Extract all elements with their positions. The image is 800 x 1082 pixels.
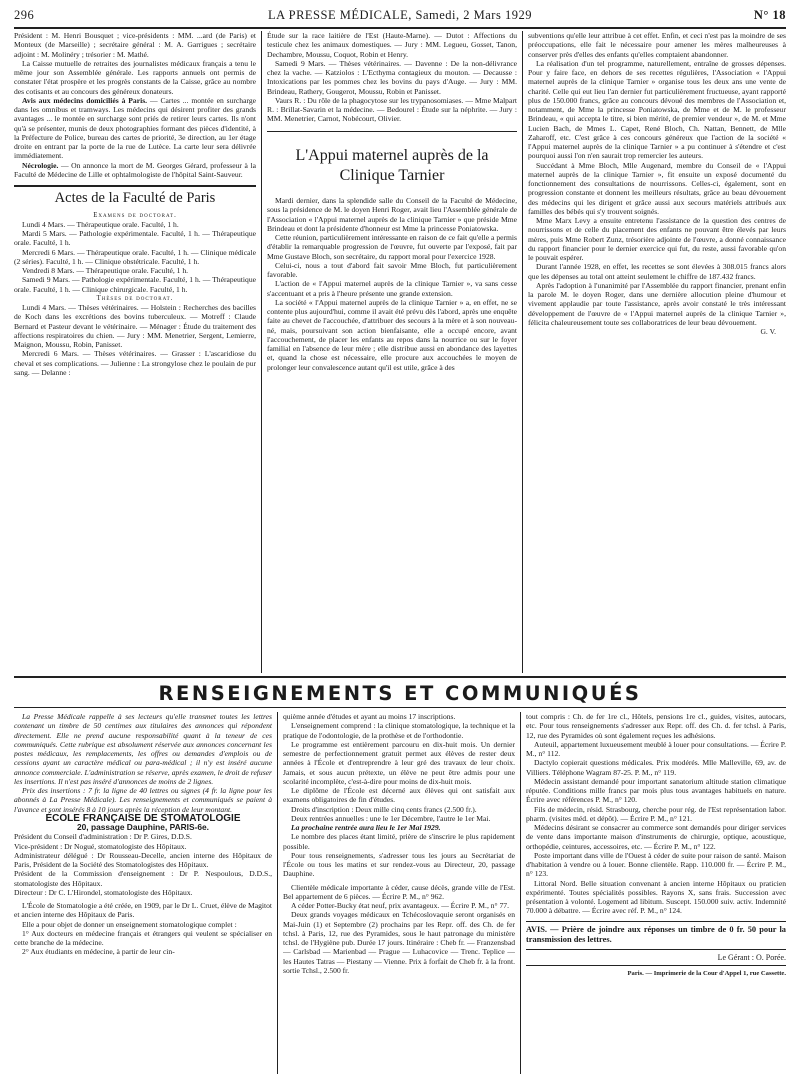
officer-line: Administrateur délégué : Dr Rousseau-Decelle, ancien interne des Hôpitaux de Paris, Président de la Société des Stomatologistes des Hôpitaux. (14, 850, 272, 869)
school-paragraph: 2° Aux étudiants en médecine, à partir de leur cin- (22, 947, 175, 957)
school-paragraph: 1° Aux docteurs en médecine français et étrangers qui veulent se spécialiser en cette branche de la médecine. (14, 928, 272, 947)
printer-rule (526, 965, 786, 966)
exams-heading: Examens de doctorat. (93, 211, 177, 219)
page-number: 296 (14, 8, 35, 22)
obituary-title: Nécrologie. (22, 160, 59, 170)
top-column-2 (267, 31, 517, 673)
obituary (14, 161, 256, 180)
exam-entry: Mardi 5 Mars. — Pathologie expérimentale. Faculté, 1 h. — Thérapeutique orale. Faculté, 1 h. (14, 229, 256, 248)
thesis-entry: Vaurs R. : Du rôle de la phagocytose sur les trypanosomiases. — Mme Malpart R. : Brillat-Savarin et la médecine. — Bedourel : Étude sur la néphrite. — Jury : MM. Menetrier, Carnot, Nobécourt, Olivier. (267, 95, 517, 124)
gerant-rule (526, 949, 786, 950)
school-paragraph: Pour tous renseignements, s'adresser tous les jours au Secrétariat de l'École ou tous les matins et sur rendez-vous au Directeur, 20, passage Dauphine. (283, 850, 515, 879)
officer-line: Président du Conseil d'administration : Dr P. Gires, D.D.S. (14, 832, 192, 842)
article-paragraph: Celui-ci, nous a tout d'abord fait savoir Mme Bloch, fut particulièrement favorable. (267, 260, 517, 279)
retirement-fund-paragraph: La Caisse mutuelle de retraites des journalistes médicaux français a tenu le même jour son Assemblée générale. Les rapports annuels ont permis de constater l'état prospère et les progrès constants de la Caisse, grâce au nombre des cotisants et au concours des généreux donateurs. (14, 58, 256, 96)
exam-entry: Vendredi 8 Mars. — Thérapeutique orale. Faculté, 1 h. (22, 266, 189, 275)
school-paragraph: Droits d'inscription : Deux mille cinq cents francs (2.500 fr.). (291, 804, 477, 814)
top-column-3 (528, 31, 786, 673)
classified-ad: Poste important dans ville de l'Ouest à céder de suite pour raison de santé. Maison d'habitation à vendre ou à louer. Bonne clientèle. Rapp. 110.000 fr. — Écrire P. M., n° 123. (526, 850, 786, 879)
classified-ad: Littoral Nord. Belle situation convenant à ancien interne Hôpitaux ou praticien expérimenté. Toutes spécialités possibles. Rayons X, sans frais. Succession avec présentation à volonté. Logement ad libitum. Suscept. 150.000 suiv. activ. Indemnité 70.000 à débattre. — Écrire avec réf. P. M., n° 124. (526, 878, 786, 916)
school-paragraph: L'École de Stomatologie a été créée, en 1909, par le Dr L. Cruet, élève de Magitot et ancien interne des Hôpitaux de Paris. (14, 901, 272, 920)
exam-entry: Samedi 9 Mars. — Pathologie expérimentale. Faculté, 1 h. — Thérapeutique orale. Faculté, 1 h. — Clinique chirurgicale. Faculté, 1 h. (14, 275, 256, 294)
article-paragraph: subventions qu'elle leur attribue à cet effet. Enfin, et ceci n'est pas la moindre de ses préoccupations, elle fait le nécessaire pour amener les mères malheureuses à conserver près d'elles des enfants qu'elles comptaient abandonner. (528, 31, 786, 59)
article-paragraph: Succédant à Mme Bloch, Mlle Augenard, membre du Conseil de « l'Appui maternel auprès de la clinique Tarnier », fit ensuite un exposé documenté du fonctionnement des consultations de nourrissons. Celles-ci, également, sont en progression constante et donnent les meilleurs résultats, grâce au beau dévouement des médecins qui les dirigent et grâce aussi aux secours matériels attribués aux familles des bébés qui s'y trouvent soignés. (528, 160, 786, 216)
article-paragraph: Mardi dernier, dans la splendide salle du Conseil de la Faculté de Médecine, sous la présidence de M. le doyen Henri Roger, avait lieu l'Assemblée générale de l'Association « l'Appui maternel auprès de la clinique Tarnier » que préside Mme Brindeau et dont la présidente d'honneur est Mme la princesse Poniatowska. (267, 196, 517, 233)
school-paragraph: Elle a pour objet de donner un enseignement stomatologique complet : (22, 919, 237, 929)
article-paragraph: Durant l'année 1928, en effet, les recettes se sont élevées à 308.015 francs alors que les dépenses au total ont atteint seulement le chiffre de 187.432 francs. (528, 262, 786, 281)
column-divider (520, 712, 521, 1074)
thesis-entry: Lundi 4 Mars. — Thèses vétérinaires. — Holstein : Recherches des bacilles de Koch dans les excrétions des bovins tuberculeux. — Motreff : Claude Bernard et Pasteur devant le vétérinaire. — Ménager : Étude du traitement des affections respiratoires du chien. — Jury : MM. Menetrier, Sergent, Lemierre, Maignon, Moussu, Robin, Panisset. (14, 303, 256, 349)
notice-title: Avis aux médecins domiciliés à Paris. (22, 95, 148, 105)
classified-ad: Médecins désirant se consacrer au commerce sont demandés pour diriger services de vente dans importante maison d'instruments de chirurgie, optique, acoustique, orthopédie, ceintures, accessoires, etc. — Écrire P. M., n° 122. (526, 823, 786, 851)
article-paragraph: Mme Marx Levy a ensuite entretenu l'assistance de la question des centres de nourrissons et de celle du placement des enfants ne pouvant être élevés par leurs mères, puis Mme Robert Zunz, trésorière adjointe de l'œuvre, a donné connaissance du rapport financier pour le dernier exercice qui fut, du reste, aussi favorable qu'on le pouvait espérer. (528, 216, 786, 262)
column-divider (277, 712, 278, 1074)
column-divider (522, 31, 523, 673)
school-paragraph: Le diplôme de l'École est décerné aux élèves qui ont satisfait aux examens obligatoires de fin d'études. (283, 786, 515, 805)
article-signature: G. V. (760, 327, 776, 336)
association-officers: Président : M. Henri Bousquet ; vice-présidents : MM. ...ard (de Paris) et Monteux (de Marseille) ; secrétaire général : M. A. Garrigues ; secrétaire adjoint : M. Molinéry ; trésorier : M. Mathé. (14, 31, 256, 59)
obituary-text: — On annonce la mort de M. Georges Gérard, professeur à la Faculté de Médecine de Lille et ophtalmologiste de l'hôpital Saint-Sauveur. (14, 160, 256, 179)
school-address: 20, passage Dauphine, PARIS-6e. (76, 822, 210, 832)
intro-notice: La Presse Médicale rappelle à ses lecteurs qu'elle transmet toutes les lettres contenant un timbre de 50 centimes aux titulaires des annonces qui répondent directement. Elle ne prend aucune responsabilité quant à la teneur de ces communiqués. Cette rubrique est absolument réservée aux annonces concernant les postes médicaux, les remplacements, les offres ou demandes d'emplois ou de cessions ayant un caractère médical ou para-médical ; il n'y est inséré aucune annonce commerciale. L'administration se réserve, après examen, le droit de refuser les insertions. Il n'est pas inséré d'annonces de moins de 2 lignes. (14, 712, 272, 786)
running-header (14, 8, 786, 26)
journal-title: LA PRESSE MÉDICALE, Samedi, 2 Mars 1929 (268, 8, 532, 22)
school-paragraph: Le programme est entièrement parcouru en dix-huit mois. Un dernier semestre de perfectionnement gratuit permet aux élèves de rester deux années à l'École et d'entreprendre à leur gré des travaux de leur choix. Jamais, et sous aucun prétexte, un élève ne peut être admis pour une scolarité incomplète, c'est-à-dire pour moins de dix-huit mois. (283, 739, 515, 786)
faculty-section-title: Actes de la Faculté de Paris (54, 189, 216, 206)
insertion-prices: Prix des insertions : 7 fr. la ligne de 40 lettres ou signes (4 fr. la ligne pour les abonnés à La Presse Médicale). Les renseignements et communiqués se paient à l'avance et sont insérés 8 à 10 jours après la réception de leur montant. (14, 786, 272, 814)
article-paragraph: L'action de « l'Appui maternel auprès de la clinique Tarnier », va sans cesse s'accentuant et a pris à l'heure présente une grande extension. (267, 279, 517, 298)
section-rule (14, 185, 256, 187)
exam-entry: Mercredi 6 Mars. — Thérapeutique orale. Faculté, 1 h. — Clinique médicale (2 séries). Faculté, 1 h. — Clinique obstétricale. Faculté, 1 h. (14, 247, 256, 266)
school-paragraph: L'enseignement comprend : la clinique stomatologique, la technique et la pratique de l'odontologie, de la prothèse et de l'orthodontie. (283, 721, 515, 740)
manager-line: Le Gérant : O. Porée. (717, 952, 786, 962)
article-paragraph: Après l'adoption à l'unanimité par l'Assemblée du rapport financier, prenant enfin la parole M. le doyen Roger, dans une dernière allocution pleine d'humour et vivement applaudie par toute l'assistance, après avoir constaté le très intéressant développement de l'œuvre de « l'Appui maternel auprès de la clinique Tarnier », félicita chaleureusement toute ses collaboratrices de leur beau dévouement. (528, 280, 786, 327)
classified-ad: Deux grands voyages médicaux en Tchécoslovaquie seront organisés en Mai-Juin (1) et Septembre (2) prochains par les Repr. off. des Ch. de fer tchsl. à Paris, 12, rue des Pyramides, sous le haut patronage du ministère tchsl. de l'Hygiène pub. Durée 17 jours. Itinéraire : Cheb fr. — Franzensbad — Carlsbad — Marienbad — Prague — Luhacovice — Trenc. Teplice — les Hautes Tatras — Piestany — Vienne. Prix à forfait de Cheb fr. à la front. sortie Tchsl., 2.500 fr. (283, 910, 515, 975)
issue-number: N° 18 (753, 8, 786, 22)
article-paragraph: La réalisation d'un tel programme, naturellement, entraîne de grosses dépenses. Pour y faire face, en dehors de ses recettes régulières, l'Association « l'Appui maternel auprès de la clinique Tarnier » organise tous les deux ans une vente de charité. Celle qui eut lieu l'an dernier fut particulièrement fructueuse, ayant rapporté plus de 150.000 francs, grâce au concours dévoué des membres de l'Association et, notamment, de Mme la princesse Poniatowska, de Mme et de M. le professeur Brindeau, « qui accepta le titre, si bien mérité, de premier vendeur », de M. et Mme Lucien Bach, de Mmes L. Capet, René Bloch, Ch. Nattan, Bennett, de Mlle Zaharoff, etc. C'est grâce à ces concours généreux que l'action de la société « l'Appui maternel auprès de la clinique Tarnier » a pu continuer à s'étendre et c'est pourquoi aussi l'on n'en saurait trop remercier les auteurs. (528, 58, 786, 161)
school-paragraph: Le nombre des places étant limité, prière de s'inscrire le plus rapidement possible. (283, 832, 515, 851)
officer-line: Président de la Commission d'enseignement : Dr P. Nespoulous, D.D.S., stomatologiste des Hôpitaux. (14, 869, 272, 888)
classified-ad: Fils de médecin, résid. Strasbourg, cherche pour rég. de l'Est représentation labor. pharm. (visites méd. et dépôt). — Écrire P. M., n° 121. (526, 804, 786, 823)
officer-line: Vice-président : Dr Nogué, stomatologiste des Hôpitaux. (14, 841, 187, 851)
avis-rule (526, 921, 786, 922)
exam-entry: Lundi 4 Mars. — Thérapeutique orale. Faculté, 1 h. (22, 219, 179, 229)
classified-ad: Auteuil, appartement luxueusement meublé à louer pour consultations. — Écrire P. M., n° 112. (526, 739, 786, 758)
banner-rule-bottom (14, 707, 786, 708)
article-title: L'Appui maternel auprès de la Clinique Tarnier (295, 147, 489, 184)
header-rule (14, 27, 786, 29)
school-paragraph: Deux rentrées annuelles : une le 1er Décembre, l'autre le 1er Mai. (291, 813, 491, 823)
section-banner: RENSEIGNEMENTS ET COMMUNIQUÉS (158, 682, 642, 705)
printer-line: Paris. — Imprimerie de la Cour d'Appel 1, rue Cassette. (627, 969, 786, 977)
article-paragraph: Cette réunion, particulièrement intéressante en raison de ce fait qu'elle a permis d'établir la remarquable progression de l'œuvre, fut ouverte par l'exposé, fait par Mme Gustave Bloch, son secrétaire, du rapport moral pour l'exercice 1928. (267, 233, 517, 261)
theses-heading: Thèses de doctorat. (96, 294, 174, 302)
section-rule (267, 131, 517, 133)
classified-ad: A céder Potter-Bucky état neuf, prix avantageux. — Écrire P. M., n° 77. (291, 901, 509, 910)
column-divider (261, 31, 262, 673)
thesis-entry: Mercredi 6 Mars. — Thèses vétérinaires. — Grasser : L'ascaridiose du cheval et ses complications. — Julienne : La strongylose chez le poulain de pur sang. — Delanne : (14, 349, 256, 377)
thesis-continuation: Étude sur la race laitière de l'Est (Haute-Marne). — Dutot : Affections du testicule chez les animaux domestiques. — Jury : MM. Legueu, Gosset, Tanon, Dechambre, Moussu, Coquot, Robin et Henry. (267, 31, 517, 59)
thesis-entry: Samedi 9 Mars. — Thèses vétérinaires. — Davenne : De la non-délivrance chez la vache. — Katziolos : L'Ecthyma contagieux du mouton. — Decausse : Intoxications par les pommes chez les bovins du pays d'Auge. — Jury : MM. Brindeau, Rathery, Gougerot, Moussu, Robin et Panisset. (267, 58, 517, 96)
notice-text: — Cartes ... montée en surcharge dans les omnibus et tramways. Les médecins qui désirent profiter des grands avantages ... le montée en surcharge sont priés de retirer leurs cartes. Ils n'ont qu'à se présenter, munis de deux photographies formant des pièces d'identité, à la Préfecture de Police, bureau des cartes de priorité, 3e direction, au 1er étage droite en entrant par la porte de la rue de Lutèce. La carte leur sera délivrée immédiatement. (14, 95, 256, 161)
school-name: ÉCOLE FRANÇAISE DE STOMATOLOGIE (45, 812, 241, 824)
notice-paris-doctors (14, 96, 256, 161)
avis-notice: AVIS. — Prière de joindre aux réponses un timbre de 0 fr. 50 pour la transmission des lettres. (526, 924, 786, 944)
bottom-column-3 (526, 712, 786, 1074)
classified-ad: tout compris : Ch. de fer 1re cl., Hôtels, pensions 1re cl., guides, visites, autocars, etc. Pour tous renseignements s'adresser aux Repr. off. des Ch. d. fer tchsl. à Paris, 12, rue des Pyramides où sont également reçues les adhésions. (526, 712, 786, 740)
officer-line: Directeur : Dr C. L'Hirondel, stomatologiste des Hôpitaux. (14, 887, 193, 897)
classified-ad: Médecin assistant demandé pour important sanatorium altitude station climatique réputée. Conditions mille francs par mois plus tous avantages habituels en nature. Écrire avec références P. M., n° 120. (526, 776, 786, 805)
banner-rule-top (14, 676, 786, 678)
bottom-column-1 (14, 712, 272, 1074)
article-paragraph: La société « l'Appui maternel auprès de la clinique Tarnier » a, en effet, ne se contente plus aujourd'hui, comme il avait été prévu dès l'abord, après une enquête faite au chevet de l'accouchée, d'attribuer des secours à la mère et à son nouveau-né, mais, poursuivant son action bienfaisante, elle a occupé encore, avant l'accouchement, de placer les enfants au repos dans la nourrice ou sur le foyer familial en l'absence de leur mère ; elle distribue aussi en abondance des layettes et, quand la chose est nécessaire, elle procure aux accouchées le moyen de prolonger leur convalescence autant qu'il est utile, grâce à des (267, 297, 517, 372)
classified-ad: Clientèle médicale importante à céder, cause décès, grande ville de l'Est. Bel appartement de 6 pièces. — Écrire P. M., n° 962. (283, 882, 515, 901)
school-paragraph: La prochaine rentrée aura lieu le 1er Mai 1929. (291, 823, 441, 832)
top-column-1 (14, 31, 256, 673)
classified-ad: Dactylo copierait questions médicales. Prix modérés. Mlle Malleville, 69, av. de Villiers. Téléphone Wagram 87-25. P. M., n° 119. (526, 758, 786, 777)
bottom-column-2 (283, 712, 515, 1074)
school-paragraph: quième année d'études et ayant au moins 17 inscriptions. (283, 712, 456, 721)
